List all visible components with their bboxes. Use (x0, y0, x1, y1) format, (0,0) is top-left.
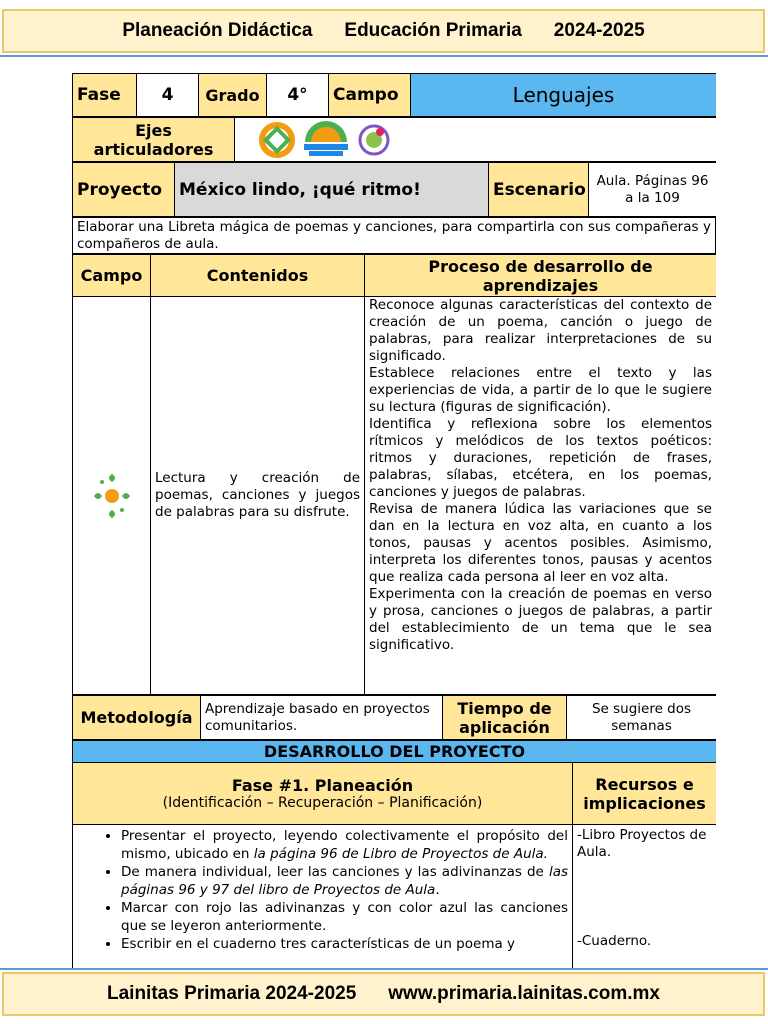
proyecto-label: Proyecto (73, 163, 175, 217)
proceso-cell (365, 297, 717, 695)
metodologia-label: Metodología (73, 696, 201, 740)
tiempo-value: Se sugiere dos semanas (567, 696, 717, 740)
footer-rule (0, 968, 768, 970)
header-title: Planeación Didáctica (122, 20, 313, 41)
ejes-label: Ejes articuladores (73, 118, 235, 162)
recurso-libro: -Libro Proyectos de Aula. (577, 827, 707, 860)
proceso-item: Establece relaciones entre el texto y las experiencias de vida, a partir de lo que le sugiere su lectura (figuras de significación). (369, 365, 712, 415)
info-table (72, 73, 716, 117)
contenido-text: Lectura y creación de poemas, canciones y juegos de palabras para su disfrute. (151, 297, 365, 695)
footer-banner (2, 972, 765, 1016)
header-year: 2024-2025 (553, 20, 645, 41)
metodologia-value: Aprendizaje basado en proyectos comunitarios. (201, 696, 443, 740)
footer-text: Lainitas Primaria 2024-2025 (107, 983, 357, 1004)
fase-label: Fase (73, 74, 137, 117)
footer-url: www.primaria.lainitas.com.mx (388, 983, 660, 1004)
contents-table (72, 254, 716, 695)
proceso-item: Revisa de manera lúdica las variaciones que se dan en la lectura en voz alta, en cuanto a los tonos, pausas y acentos posibles. Asimismo, interpreta los diferentes tonos, pausas y acentos que realiza cada persona al leer en voz alta. (369, 501, 712, 585)
fase-title-cell (73, 763, 573, 825)
metodologia-table (72, 695, 716, 740)
col-contenidos-header: Contenidos (151, 255, 365, 297)
proceso-item: Reconoce algunas características del contexto de creación de un poema, canción o juego de palabras, para realizar interpretaciones de su significado. (369, 297, 712, 364)
grado-value: 4° (267, 74, 329, 117)
proceso-item: Experimenta con la creación de poemas en verso y prosa, canciones o juegos de palabras, a partir del establecimiento de un tema que le sea significativo. (369, 586, 712, 653)
proyecto-value: México lindo, ¡qué ritmo! (175, 163, 489, 217)
proyecto-table (72, 162, 716, 217)
desarrollo-title: DESARROLLO DEL PROYECTO (73, 741, 717, 763)
activity-item: • Escribir en el cuaderno tres características de un poema y (121, 935, 568, 953)
header-rule (0, 55, 768, 57)
header-banner (2, 9, 765, 53)
ejes-table (72, 117, 716, 162)
fase-value: 4 (137, 74, 199, 117)
escenario-value: Aula. Páginas 96 a la 109 (589, 163, 717, 217)
campo-value: Lenguajes (411, 74, 717, 117)
activities-list (77, 827, 568, 953)
col-proceso-header: Proceso de desarrollo de aprendizajes (365, 255, 717, 297)
fase-subtitle: (Identificación – Recuperación – Planificación) (162, 794, 483, 811)
ejes-icons (235, 118, 717, 162)
campo-icon-cell (73, 297, 151, 695)
grado-label: Grado (199, 74, 267, 117)
desarrollo-table (72, 740, 716, 968)
artes-icon (356, 120, 392, 160)
objetivo-text: Elaborar una Libreta mágica de poemas y canciones, para compartirla con sus compañeras y compañeros de aula. (73, 218, 716, 254)
recursos-label: Recursos e implicaciones (573, 763, 717, 825)
pensamiento-critico-icon (301, 120, 351, 160)
header-level: Educación Primaria (344, 20, 522, 41)
recursos-cell (573, 825, 717, 969)
planning-document (72, 73, 716, 968)
lenguajes-icon (90, 468, 134, 524)
fase-title: Fase #1. Planeación (231, 775, 414, 795)
recurso-cuaderno: -Cuaderno. (577, 933, 652, 949)
tiempo-label: Tiempo de aplicación (443, 696, 567, 740)
activity-item: • De manera individual, leer las canciones y las adivinanzas de las páginas 96 y 97 del libro de Proyectos de Aula. (121, 863, 568, 899)
col-campo-header: Campo (73, 255, 151, 297)
inclusion-icon (257, 120, 297, 160)
activity-item: • Marcar con rojo las adivinanzas y con color azul las canciones que se leyeron anteriormente. (121, 899, 568, 935)
activities-cell (73, 825, 573, 969)
proceso-item: Identifica y reflexiona sobre los elementos rítmicos y melódicos de los textos poéticos: ritmos y duraciones, repetición de frases, palabras, sílabas, etcétera, en los poemas, canciones y juegos de palabras. (369, 416, 712, 500)
campo-label: Campo (329, 74, 411, 117)
activity-item: • Presentar el proyecto, leyendo colectivamente el propósito del mismo, ubicado en la página 96 de Libro de Proyectos de Aula. (121, 827, 568, 863)
escenario-label: Escenario (489, 163, 589, 217)
objetivo-table (72, 217, 716, 254)
